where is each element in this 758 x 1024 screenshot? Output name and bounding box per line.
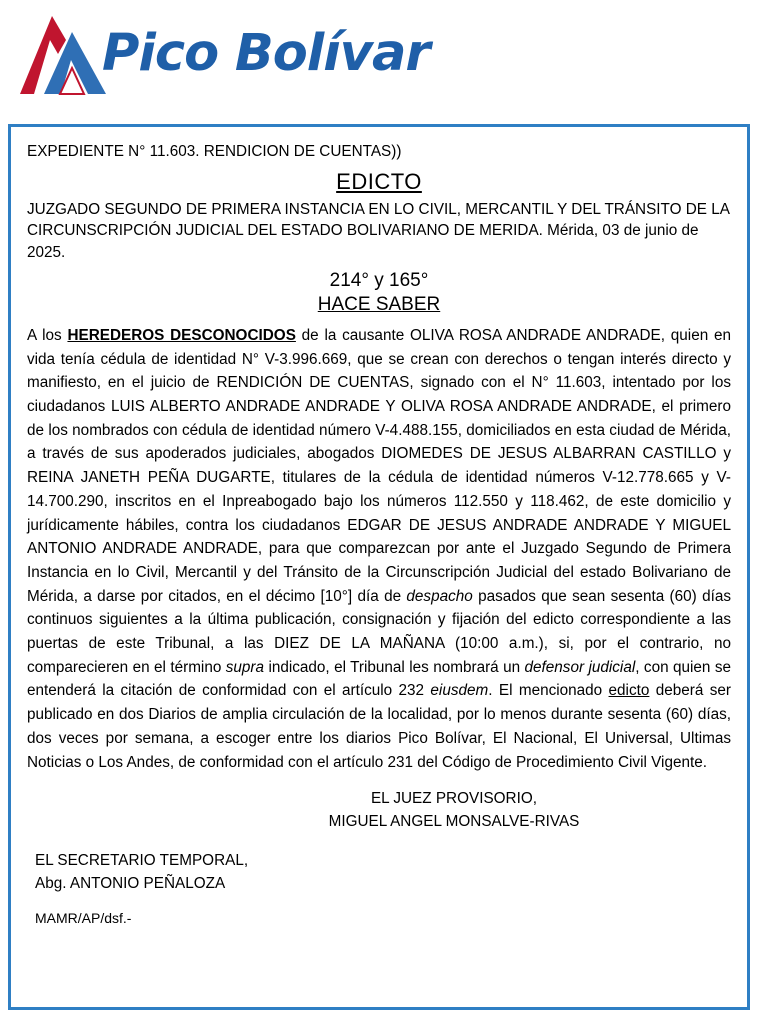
body-heirs-emphasis: HEREDEROS DESCONOCIDOS bbox=[67, 326, 296, 344]
body-italic-eiusdem: eiusdem bbox=[430, 682, 489, 700]
body-italic-supra: supra bbox=[225, 658, 265, 676]
body-tail: deberá ser publicado en dos Diarios de amplia circulación de la localidad, por lo menos durante sesenta (60) días, dos veces por semana, a escoger entre los diarios Pico Bolívar, El Nacional, El Universal, Ultimas Noticias o Los Andes, de conformidad con el artículo 231 del Código de Procedimiento Civil Vigente. bbox=[27, 682, 731, 771]
body-italic-defensor-judicial: defensor judicial bbox=[524, 658, 636, 676]
judge-title: EL JUEZ PROVISORIO, bbox=[370, 790, 538, 808]
file-number-line: EXPEDIENTE N° 11.603. RENDICION DE CUENTAS)) bbox=[27, 143, 402, 160]
years-line: 214° y 165° bbox=[329, 269, 429, 291]
body-pre: A los bbox=[27, 326, 68, 344]
brand-name: Pico Bolívar bbox=[102, 24, 430, 83]
body-italic-despacho: despacho bbox=[406, 587, 473, 605]
mountain-peak-logo-icon bbox=[14, 6, 110, 102]
body-after-4: . El mencionado bbox=[488, 682, 609, 700]
body-underline-edicto: edicto bbox=[608, 682, 650, 700]
body-after-3: , con quien se entenderá la citación de conformidad con el artículo 232 bbox=[27, 658, 731, 700]
edict-body bbox=[27, 324, 731, 774]
body-after-2: indicado, el Tribunal les nombrará un bbox=[264, 658, 525, 676]
edict-title: EDICTO bbox=[336, 168, 422, 194]
secretary-name: Abg. ANTONIO PEÑALOZA bbox=[35, 875, 226, 893]
judge-name: MIGUEL ANGEL MONSALVE-RIVAS bbox=[328, 813, 580, 831]
proclaim-title: HACE SABER bbox=[317, 293, 441, 315]
reference-code: MAMR/AP/dsf.- bbox=[35, 909, 132, 926]
secretary-signature-block bbox=[27, 850, 731, 896]
secretary-title: EL SECRETARIO TEMPORAL, bbox=[35, 852, 249, 870]
body-after-1: pasados que sean sesenta (60) días continuos siguientes a la última publicación, consignación y fijación del edicto correspondiente a las puertas de este Tribunal, a las DIEZ DE LA MAÑANA (10:00 a.m.), si, por el contrario, no comparecieren en el término bbox=[27, 587, 731, 676]
body-mid: de la causante OLIVA ROSA ANDRADE ANDRADE, quien en vida tenía cédula de identidad N° V-3.996.669, que se crean con derechos o tengan interés directo y manifiesto, en el juicio de RENDICIÓN DE CUENTAS, signado con el N° 11.603, intentado por los ciudadanos LUIS ALBERTO ANDRADE ANDRADE Y OLIVA ROSA ANDRADE ANDRADE, el primero de los nombrados con cédula de identidad número V-4.488.155, domiciliados en esta ciudad de Mérida, a través de sus apoderados judiciales, abogados DIOMEDES DE JESUS ALBARRAN CASTILLO y REINA JANETH PEÑA DUGARTE, titulares de la cédula de identidad números V-12.778.665 y V-14.700.290, inscritos en el Inpreabogado bajo los números 112.550 y 118.462, de este domicilio y jurídicamente hábiles, contra los ciudadanos EDGAR DE JESUS ANDRADE ANDRADE Y MIGUEL ANTONIO ANDRADE ANDRADE, para que comparezcan por ante el Juzgado Segundo de Primera Instancia en lo Civil, Mercantil y del Tránsito de la Circunscripción Judicial del estado Bolivariano de Mérida, a darse por citados, en el décimo [10°] día de bbox=[27, 326, 731, 605]
judge-signature-block bbox=[27, 788, 731, 834]
court-header: JUZGADO SEGUNDO DE PRIMERA INSTANCIA EN LO CIVIL, MERCANTIL Y DEL TRÁNSITO DE LA CIRCUNSCRIPCIÓN JUDICIAL DEL ESTADO BOLIVARIANO DE MERIDA. Mérida, 03 de junio de 2025. bbox=[27, 200, 730, 262]
logo-wrap bbox=[14, 6, 758, 102]
masthead bbox=[0, 0, 758, 112]
edict-notice-box bbox=[8, 124, 750, 1010]
